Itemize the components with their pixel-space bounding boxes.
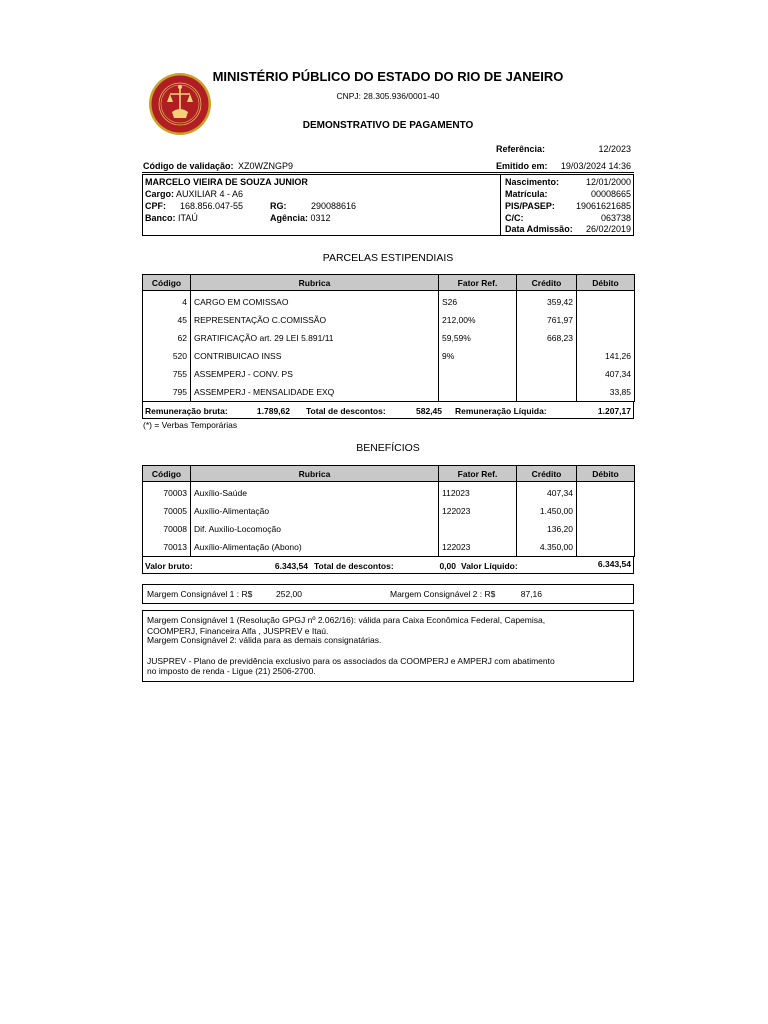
row-credito	[517, 347, 577, 365]
note-line: Margem Consignável 1 (Resolução GPGJ nº 2.062/16): válida para Caixa Econômica Federal, Capemisa,	[147, 615, 546, 625]
row-code: 45	[143, 311, 191, 329]
parcelas-title: PARCELAS ESTIPENDIAIS	[322, 252, 454, 264]
row-credito: 407,34	[517, 482, 577, 503]
column-header: Rubrica	[191, 466, 439, 482]
row-debito	[577, 311, 635, 329]
note-line: COOMPERJ, Financeira Alfa , JUSPREV e Itaú.	[147, 626, 329, 636]
pis-label: PIS/PASEP:	[505, 201, 555, 211]
row-code: 795	[143, 383, 191, 402]
row-debito	[577, 520, 635, 538]
row-credito: 4.350,00	[517, 538, 577, 557]
row-code: 4	[143, 291, 191, 312]
column-header: Rubrica	[191, 275, 439, 291]
cargo-row	[145, 189, 243, 199]
divider	[142, 172, 634, 173]
column-header: Fator Ref.	[439, 466, 517, 482]
column-header: Crédito	[517, 466, 577, 482]
row-code: 755	[143, 365, 191, 383]
beneficios-title: BENEFÍCIOS	[356, 442, 420, 454]
beneficios-table	[142, 465, 635, 557]
row-credito: 761,97	[517, 311, 577, 329]
column-header: Fator Ref.	[439, 275, 517, 291]
nascimento-value: 12/01/2000	[585, 177, 631, 187]
column-header: Crédito	[517, 275, 577, 291]
row-rubrica: REPRESENTAÇÃO C.COMISSÃO	[191, 311, 439, 329]
row-rubrica: Dif. Auxílio-Locomoção	[191, 520, 439, 538]
row-fator: 122023	[439, 502, 517, 520]
column-header: Código	[143, 466, 191, 482]
row-debito: 33,85	[577, 383, 635, 402]
row-rubrica: CONTRIBUICAO INSS	[191, 347, 439, 365]
row-debito	[577, 291, 635, 312]
row-credito	[517, 383, 577, 402]
margem2-value: 87,16	[520, 589, 542, 599]
table-row	[143, 502, 635, 520]
issued-label: Emitido em:	[496, 161, 548, 171]
row-code: 62	[143, 329, 191, 347]
row-debito: 141,26	[577, 347, 635, 365]
row-fator: 212,00%	[439, 311, 517, 329]
row-credito: 668,23	[517, 329, 577, 347]
row-debito	[577, 482, 635, 503]
reference-label: Referência:	[496, 144, 546, 154]
row-fator	[439, 520, 517, 538]
row-credito: 359,42	[517, 291, 577, 312]
cpf-label: CPF:	[145, 201, 166, 211]
row-code: 70003	[143, 482, 191, 503]
row-rubrica: Auxílio-Saúde	[191, 482, 439, 503]
footnote: (*) = Verbas Temporárias	[143, 420, 238, 430]
validation-code-label: Código de validação:	[143, 161, 234, 171]
row-fator: 122023	[439, 538, 517, 557]
column-header: Débito	[577, 275, 635, 291]
cargo-value: AUXILIAR 4 - A6	[176, 189, 244, 199]
table-header-row	[143, 466, 635, 482]
margem2-label: Margem Consignável 2 : R$	[390, 589, 496, 599]
note-line: Margem Consignável 2: válida para as demais consignatárias.	[147, 635, 382, 645]
institution-seal-icon	[148, 72, 212, 136]
agencia-label: Agência:	[270, 213, 309, 223]
descontos-label: Total de descontos:	[306, 406, 386, 416]
table-row	[143, 329, 635, 347]
row-fator	[439, 365, 517, 383]
row-rubrica: ASSEMPERJ - MENSALIDADE EXQ	[191, 383, 439, 402]
cc-value: 063738	[600, 213, 631, 223]
table-row	[143, 383, 635, 402]
note-line: no imposto de renda - Ligue (21) 2506-2700.	[147, 666, 316, 676]
row-debito	[577, 329, 635, 347]
table-row	[143, 291, 635, 312]
row-fator: 59,59%	[439, 329, 517, 347]
row-credito: 136,20	[517, 520, 577, 538]
beneficios-descontos-value: 0,00	[439, 561, 456, 571]
margem1-label: Margem Consignável 1 : R$	[147, 589, 253, 599]
row-code: 70005	[143, 502, 191, 520]
table-row	[143, 311, 635, 329]
matricula-value: 00008665	[590, 189, 631, 199]
cc-label: C/C:	[505, 213, 524, 223]
descontos-value: 582,45	[416, 406, 442, 416]
employee-box-divider	[500, 174, 501, 236]
table-row	[143, 365, 635, 383]
table-row	[143, 347, 635, 365]
agencia-row	[270, 213, 331, 223]
pis-value: 19061621685	[575, 201, 631, 211]
beneficios-descontos-label: Total de descontos:	[314, 561, 394, 571]
issued-value: 19/03/2024 14:36	[560, 161, 631, 171]
rg-value: 290088616	[311, 201, 357, 211]
liquida-value: 1.207,17	[597, 406, 631, 416]
table-row	[143, 520, 635, 538]
table-header-row	[143, 275, 635, 291]
column-header: Código	[143, 275, 191, 291]
bruto-value: 6.343,54	[274, 561, 308, 571]
row-debito	[577, 502, 635, 520]
row-rubrica: ASSEMPERJ - CONV. PS	[191, 365, 439, 383]
organization-name: MINISTÉRIO PÚBLICO DO ESTADO DO RIO DE JANEIRO	[212, 69, 564, 84]
row-rubrica: GRATIFICAÇÃO art. 29 LEI 5.891/11	[191, 329, 439, 347]
liquida-label: Remuneração Líquida:	[455, 406, 547, 416]
row-fator: 112023	[439, 482, 517, 503]
reference-value: 12/2023	[598, 144, 631, 154]
admissao-value: 26/02/2019	[585, 224, 631, 234]
row-fator: 9%	[439, 347, 517, 365]
row-rubrica: Auxílio-Alimentação	[191, 502, 439, 520]
row-fator: S26	[439, 291, 517, 312]
cargo-label: Cargo:	[145, 189, 174, 199]
nascimento-label: Nascimento:	[505, 177, 560, 187]
parcelas-table	[142, 274, 635, 402]
admissao-label: Data Admissão:	[505, 224, 573, 234]
table-row	[143, 482, 635, 503]
bruta-value: 1.789,62	[256, 406, 290, 416]
bruta-label: Remuneração bruta:	[145, 406, 228, 416]
margem1-value: 252,00	[276, 589, 302, 599]
row-debito: 407,34	[577, 365, 635, 383]
liquido-label: Valor Líquido:	[461, 561, 518, 571]
agencia-value: 0312	[310, 213, 331, 223]
row-rubrica: CARGO EM COMISSAO	[191, 291, 439, 312]
employee-name: MARCELO VIEIRA DE SOUZA JUNIOR	[145, 177, 308, 187]
note-line: JUSPREV - Plano de previdência exclusivo para os associados da COOMPERJ e AMPERJ com abatimento	[147, 656, 555, 666]
banco-value: ITAÚ	[178, 213, 198, 223]
document-title: DEMONSTRATIVO DE PAGAMENTO	[302, 120, 474, 131]
rg-label: RG:	[270, 201, 287, 211]
row-credito: 1.450,00	[517, 502, 577, 520]
cnpj: CNPJ: 28.305.936/0001-40	[336, 91, 440, 101]
row-fator	[439, 383, 517, 402]
matricula-label: Matrícula:	[505, 189, 548, 199]
row-credito	[517, 365, 577, 383]
row-code: 520	[143, 347, 191, 365]
column-header: Débito	[577, 466, 635, 482]
cpf-value: 168.856.047-55	[180, 201, 244, 211]
banco-label: Banco:	[145, 213, 176, 223]
row-rubrica: Auxílio-Alimentação (Abono)	[191, 538, 439, 557]
bruto-label: Valor bruto:	[145, 561, 193, 571]
liquido-value: 6.343,54	[597, 559, 631, 569]
row-debito	[577, 538, 635, 557]
row-code: 70013	[143, 538, 191, 557]
validation-code-value: XZ0WZNGP9	[238, 161, 294, 171]
row-code: 70008	[143, 520, 191, 538]
table-row	[143, 538, 635, 557]
banco-row	[145, 213, 198, 223]
